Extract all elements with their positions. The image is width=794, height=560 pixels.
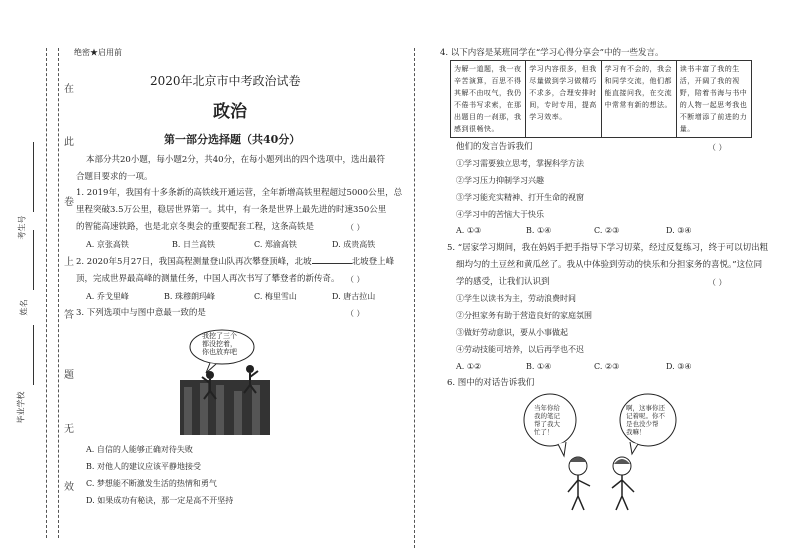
intro-line-2: 合题目要求的一项。 (76, 172, 153, 182)
q4-item-4: ④学习中的苦恼大于快乐 (456, 210, 544, 219)
q4-option-d[interactable]: D. ③④ (666, 226, 692, 235)
binding-char: 效 (64, 482, 74, 493)
q3-answer-paren[interactable]: （ ） (346, 309, 365, 318)
q3-option-b[interactable]: B. 对他人的建议应该平静地接受 (86, 462, 201, 471)
q1-line-2: 里程突破3.5万公里，稳居世界第一。其中，有一条是世界上最先进的时速350公里 (76, 205, 387, 215)
q6-left-bubble-1: 当年你给 (534, 404, 560, 412)
q6-left-bubble-3: 帮了我大 (534, 420, 560, 428)
q2-option-c[interactable]: C. 梅里雪山 (254, 292, 297, 301)
q4-option-c[interactable]: C. ②③ (594, 226, 620, 235)
q4-item-3: ③学习能充实精神、打开生命的视窗 (456, 193, 584, 202)
q4-cell-4: 读书丰富了我的生活，开阔了我的视野，陪着书海与书中的人物一起思考我也不断增添了前进的力量。 (676, 61, 751, 138)
q5-option-a[interactable]: A. ①② (456, 362, 482, 371)
q5-line-3: 学的感受，让我们认识到 (456, 277, 550, 287)
part-title: 第一部分选择题（共40分） (164, 133, 301, 146)
q1-option-b[interactable]: B. 日兰高铁 (172, 240, 215, 249)
q2-line-1: 2. 2020年5月27日，我国高程测量登山队再次攀登顶峰，北坡 北坡登上峰 (76, 257, 395, 267)
q2-option-b[interactable]: B. 珠穆朗玛峰 (164, 292, 215, 301)
q5-item-3: ③做好劳动意识，要从小事做起 (456, 328, 568, 337)
field-label-student-id: 考生号 (17, 215, 27, 240)
q1-option-d[interactable]: D. 成贵高铁 (332, 240, 376, 249)
q3-digging-illustration (170, 325, 280, 435)
q3-option-d[interactable]: D. 如果成功有秘诀，那一定是高不开坚持 (86, 496, 234, 505)
field-label-school: 毕业学校 (16, 391, 26, 424)
q4-answer-paren[interactable]: （ ） (708, 143, 727, 152)
q5-line-2: 细均匀的土豆丝和黄瓜丝了。我从中体验到劳动的快乐和分担家务的喜悦。”这位同 (456, 260, 763, 270)
page-center-divider (414, 48, 415, 548)
binding-char: 上 (64, 257, 74, 268)
q6-left-bubble-4: 忙了！ (534, 428, 554, 436)
q5-answer-paren[interactable]: （ ） (708, 278, 727, 287)
q5-option-b[interactable]: B. ①④ (526, 362, 552, 371)
secret-label: 绝密★启用前 (74, 48, 122, 57)
q2-option-a[interactable]: A. 乔戈里峰 (86, 292, 129, 301)
intro-line-1: 本部分共20小题，每小题2分，共40分，在每小题列出的四个选项中，选出最符 (86, 155, 386, 165)
q4-statement-table (450, 60, 752, 138)
binding-char: 卷 (64, 197, 74, 208)
q6-dialogue-illustration (520, 392, 680, 512)
q5-item-2: ②分担家务有助于营造良好的家庭氛围 (456, 311, 592, 320)
q4-cell-2: 学习内容很多，但我尽量做到学习做精巧不求多，合理安排时间，专时专用，提高学习效率。 (526, 61, 601, 138)
q5-item-1: ①学生以读书为主，劳动浪费时间 (456, 294, 576, 303)
field-label-name: 姓名 (19, 299, 29, 316)
q6-right-bubble-1: 啊，这事你还 (626, 404, 665, 412)
q5-option-d[interactable]: D. ③④ (666, 362, 692, 371)
q1-answer-paren[interactable]: （ ） (346, 223, 365, 232)
q5-line-1: 5. “居家学习期间，我在妈妈手把手指导下学习切菜，经过反复练习，终于可以切出粗 (447, 243, 769, 253)
q5-item-4: ④劳动技能可培养，以后再学也不迟 (456, 345, 584, 354)
binding-char: 此 (64, 137, 74, 148)
field-line-name[interactable] (33, 230, 34, 290)
exam-title: 2020年北京市中考政治试卷 (150, 74, 301, 88)
q1-line-3: 的智能高速铁路，也是北京冬奥会的重要配套工程，这条高铁是 (76, 222, 315, 232)
q4-item-2: ②学习压力抑制学习兴趣 (456, 176, 544, 185)
q3-option-c[interactable]: C. 梦想能不断激发生活的热情和勇气 (86, 479, 217, 488)
q4-item-1: ①学习需要独立思考，掌握科学方法 (456, 159, 584, 168)
q4-option-a[interactable]: A. ①③ (456, 226, 482, 235)
q6-left-bubble-2: 我的笔记 (534, 412, 560, 420)
q4-cell-1: 为解一道题，我一夜辛苦演算，百思不得其解不由叹气，我仍不倦书写求索，在那出题目的一刹那，我感到很畅快。 (451, 61, 526, 138)
q1-line-1: 1. 2019年，我国有十多条新的高铁线开通运营，全年新增高铁里程超过5000公里，总 (76, 188, 403, 198)
q6-stem: 6. 图中的对话告诉我们 (447, 378, 535, 388)
field-line-student-id[interactable] (33, 142, 34, 212)
q3-option-a[interactable]: A. 自信的人能够正确对待失败 (86, 445, 193, 454)
q3-bubble-line-1: 我挖了三个 (202, 332, 237, 340)
q4-question: 他们的发言告诉我们 (456, 142, 533, 152)
q2-line-2: 顶，完成世界最高峰的测量任务，中国人再次书写了攀登者的新传奇。 (76, 274, 340, 284)
binding-char: 答 (64, 310, 74, 321)
q3-bubble-line-3: 你也放弃吧 (202, 348, 237, 356)
q1-option-c[interactable]: C. 郑渝高铁 (254, 240, 297, 249)
q5-option-c[interactable]: C. ②③ (594, 362, 620, 371)
binding-dashed-line-right (58, 48, 59, 538)
binding-char: 无 (64, 424, 74, 435)
q4-option-b[interactable]: B. ①④ (526, 226, 552, 235)
q2-option-d[interactable]: D. 唐古拉山 (332, 292, 376, 301)
q6-right-bubble-2: 记着呢。你不 (626, 412, 665, 420)
binding-dashed-line-left (46, 48, 47, 538)
q1-option-a[interactable]: A. 京张高铁 (86, 240, 129, 249)
field-line-school[interactable] (33, 325, 34, 385)
q6-right-bubble-3: 是也没少帮 (626, 420, 659, 428)
q2-answer-paren[interactable]: （ ） (346, 275, 365, 284)
binding-char: 题 (64, 370, 74, 381)
subject-title: 政治 (213, 102, 247, 122)
q4-cell-3: 学习有不会的，我会和同学交流，他们都能直接问我，在交流中常常有新的想法。 (601, 61, 676, 138)
q6-right-bubble-4: 我嘛！ (626, 428, 646, 436)
q3-bubble-line-2: 都没挖着， (202, 340, 237, 348)
q3-stem: 3. 下列选项中与图中意最一致的是 (76, 308, 206, 318)
binding-char: 在 (64, 84, 74, 95)
q4-stem: 4. 以下内容是某班同学在“学习心得分享会”中的一些发言。 (440, 48, 664, 58)
